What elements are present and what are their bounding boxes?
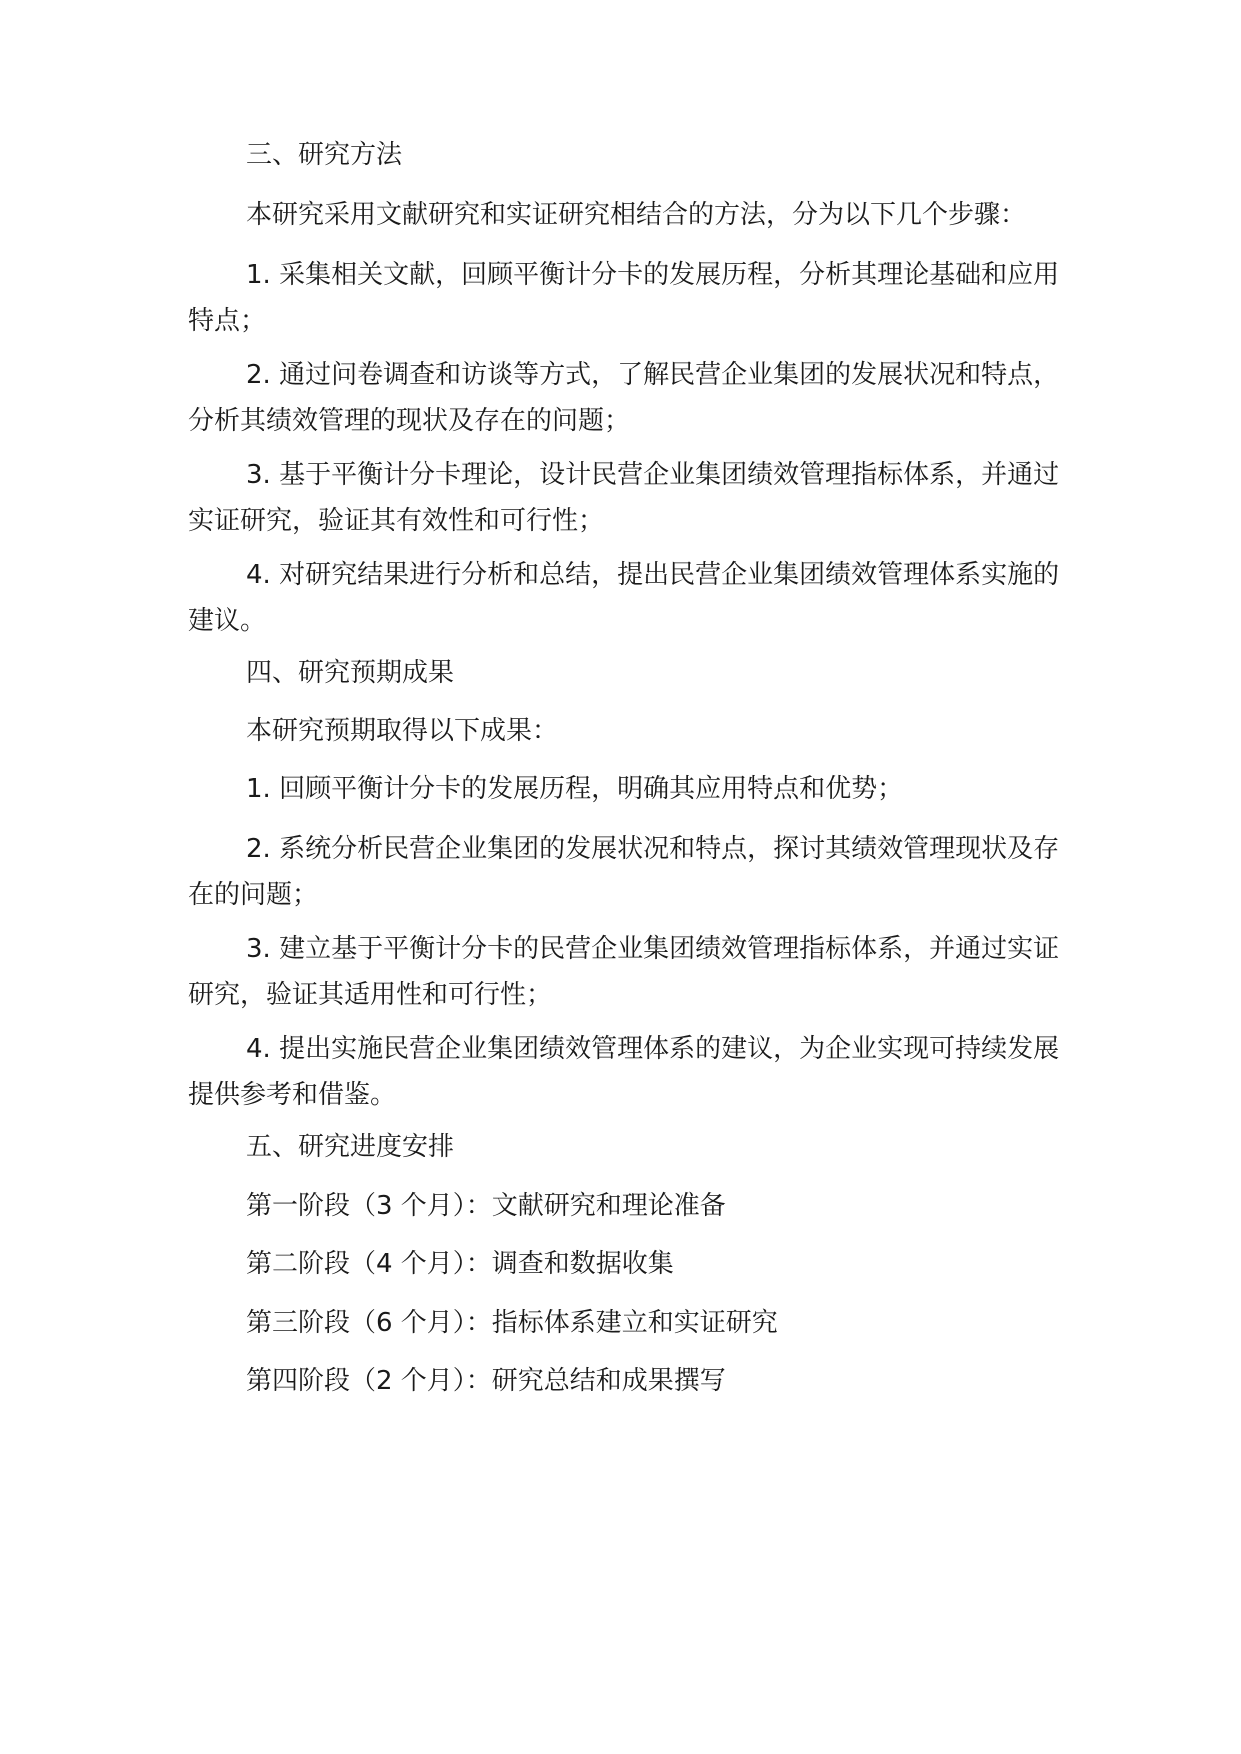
paragraph-intro: 本研究预期取得以下成果： xyxy=(246,716,559,746)
list-item: 4. 提出实施民营企业集团绩效管理体系的建议，为企业实现可持续发展提供参考和借鉴。 xyxy=(188,1034,1060,1110)
list-item: 3. 基于平衡计分卡理论，设计民营企业集团绩效管理指标体系，并通过实证研究，验证其有效性和可行性； xyxy=(188,460,1060,536)
list-item: 2. 系统分析民营企业集团的发展状况和特点，探讨其绩效管理现状及存在的问题； xyxy=(188,834,1060,910)
paragraph-intro: 本研究采用文献研究和实证研究相结合的方法，分为以下几个步骤： xyxy=(246,200,1027,230)
schedule-item: 第二阶段（4 个月）：调查和数据收集 xyxy=(246,1249,674,1279)
schedule-item: 第三阶段（6 个月）：指标体系建立和实证研究 xyxy=(246,1308,778,1338)
schedule-item: 第一阶段（3 个月）：文献研究和理论准备 xyxy=(246,1191,726,1221)
list-item: 4. 对研究结果进行分析和总结，提出民营企业集团绩效管理体系实施的建议。 xyxy=(188,560,1060,636)
schedule-item: 第四阶段（2 个月）：研究总结和成果撰写 xyxy=(246,1366,726,1396)
list-item: 1. 采集相关文献，回顾平衡计分卡的发展历程，分析其理论基础和应用特点； xyxy=(188,260,1060,336)
section-heading: 五、研究进度安排 xyxy=(246,1132,455,1162)
list-item: 3. 建立基于平衡计分卡的民营企业集团绩效管理指标体系，并通过实证研究，验证其适用性和可行性； xyxy=(188,934,1060,1010)
section-heading: 四、研究预期成果 xyxy=(246,658,455,688)
list-item: 1. 回顾平衡计分卡的发展历程，明确其应用特点和优势； xyxy=(246,774,904,804)
section-heading: 三、研究方法 xyxy=(246,140,403,170)
list-item: 2. 通过问卷调查和访谈等方式，了解民营企业集团的发展状况和特点，分析其绩效管理的现状及存在的问题； xyxy=(188,360,1060,436)
